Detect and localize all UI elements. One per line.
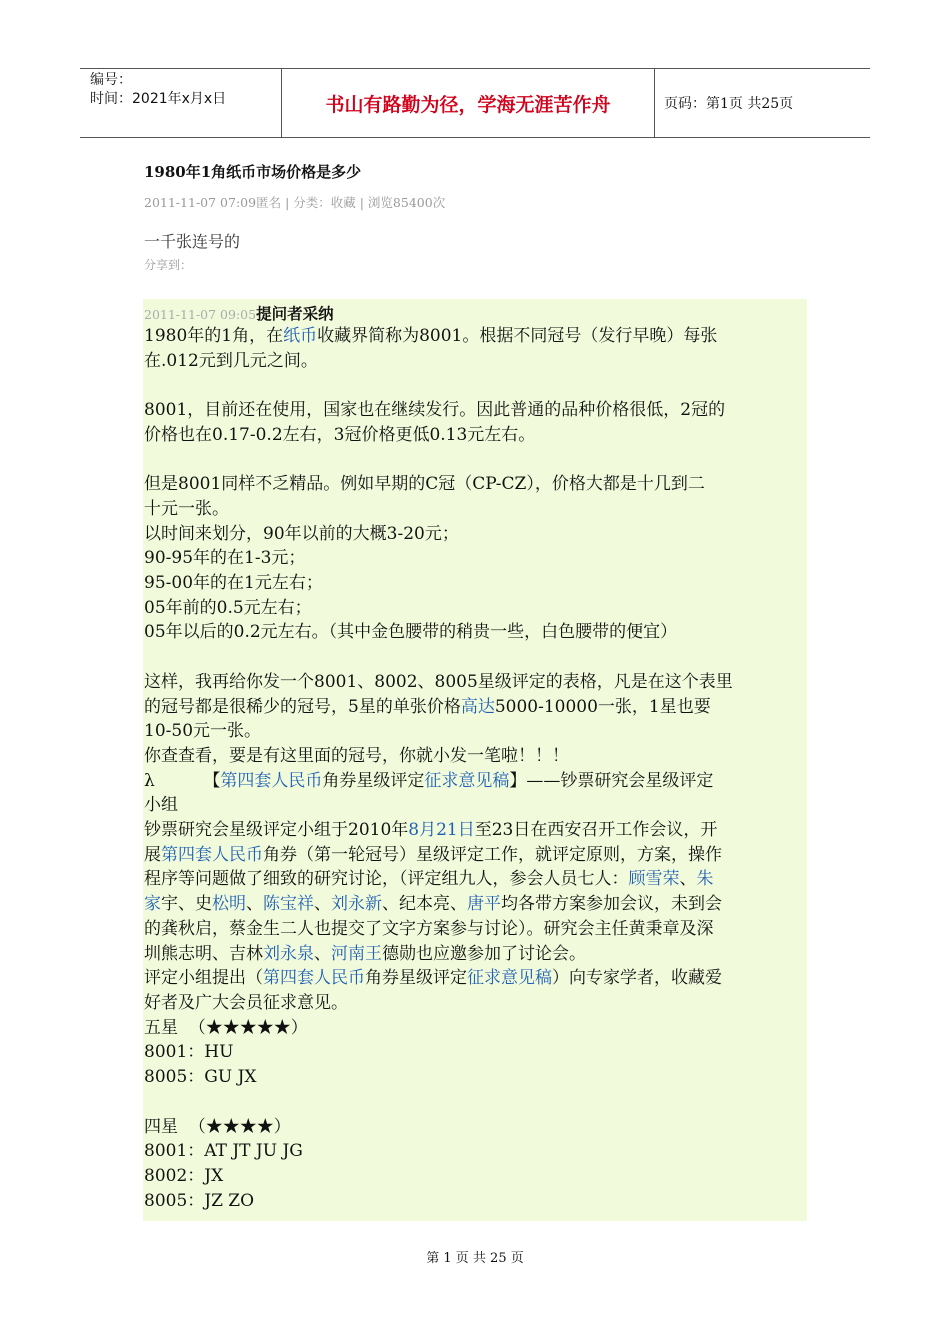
- answer-text: 小组: [144, 795, 178, 816]
- answer-line: [144, 571, 804, 596]
- answer-line: [144, 942, 804, 967]
- keyword-link[interactable]: 第四套人民币: [161, 844, 263, 865]
- answer-text: 角券星级评定: [365, 968, 467, 989]
- answer-line: [144, 966, 804, 991]
- answer-text: 8001：HU: [144, 1042, 234, 1063]
- answer-line: [144, 769, 804, 794]
- answer-line: [144, 917, 804, 942]
- answer-text: 宇、史: [161, 894, 212, 915]
- answer-line: [144, 373, 804, 398]
- page-info: 页码：第1页 共25页: [664, 96, 794, 112]
- keyword-link[interactable]: 河南王: [331, 943, 382, 964]
- answer-text: 10-50元一张。: [144, 721, 262, 742]
- answer-text: λ 【: [144, 770, 221, 791]
- answer-text: 、: [246, 894, 263, 915]
- answer-line: [144, 1040, 804, 1065]
- answer-line: [144, 1189, 804, 1214]
- answer-line: [144, 892, 804, 917]
- answer-text: 钞票研究会星级评定小组于2010年: [144, 820, 409, 841]
- answer-text: 05年以后的0.2元左右。（其中金色腰带的稍贵一些，白色腰带的便宜）: [144, 622, 678, 643]
- answer-line: [144, 324, 804, 349]
- answer-line: [144, 793, 804, 818]
- article-meta: [144, 193, 445, 211]
- answer-text: 展: [144, 844, 161, 865]
- post-date: 2011-11-07 07:09: [144, 195, 257, 210]
- share-label[interactable]: 分享到：: [144, 258, 193, 272]
- answer-text: 8002：JX: [144, 1165, 224, 1186]
- answer-text: 8005：JZ ZO: [144, 1190, 255, 1211]
- keyword-link[interactable]: 顾雪荣: [628, 869, 680, 890]
- best-answer-box: [143, 299, 807, 1221]
- keyword-link[interactable]: 松明: [212, 894, 246, 915]
- answer-text: 90-95年的在1-3元；: [144, 548, 306, 569]
- answer-line: [144, 522, 804, 547]
- answer-text: 8005：GU JX: [144, 1067, 257, 1088]
- answer-text: 】——钞票研究会星级评定: [509, 770, 714, 791]
- question-text: 一千张连号的: [144, 232, 241, 251]
- answer-text: 、: [314, 943, 331, 964]
- keyword-link[interactable]: 高达: [460, 696, 495, 717]
- answer-line: [144, 349, 804, 374]
- answer-line: [144, 546, 804, 571]
- answer-text: 、: [679, 869, 697, 890]
- answer-text: 的龚秋启，蔡金生二人也提交了文字方案参与讨论）。研究会主任黄秉章及深: [144, 918, 714, 939]
- answer-line: [144, 620, 804, 645]
- answer-text: 好者及广大会员征求意见。: [144, 992, 348, 1013]
- keyword-link[interactable]: 朱: [696, 869, 714, 890]
- answer-line: [144, 448, 804, 473]
- answer-line: [144, 719, 804, 744]
- answer-text: 在.012元到几元之间。: [144, 350, 318, 371]
- keyword-link[interactable]: 8月21日: [408, 820, 475, 841]
- answer-text: ）向专家学者，收藏爱: [552, 968, 722, 989]
- answer-text: 的冠号都是很稀少的冠号，5星的单张价格: [144, 696, 461, 717]
- answer-text: 均各带方案参加会议，未到会: [501, 894, 722, 915]
- header-info-cell: [80, 69, 280, 137]
- answer-line: [144, 1090, 804, 1115]
- answer-text: 这样，我再给你发一个8001、8002、8005星级评定的表格，凡是在这个表里: [144, 671, 733, 692]
- author-name[interactable]: 匿名: [256, 195, 282, 210]
- keyword-link[interactable]: 第四套人民币: [220, 770, 323, 791]
- answer-text: 角券（第一轮冠号）星级评定工作，就评定原则，方案，操作: [263, 844, 722, 865]
- answer-line: [144, 472, 804, 497]
- answer-line: [144, 867, 804, 892]
- answer-line: [144, 1016, 804, 1041]
- answer-line: [144, 843, 804, 868]
- page-footer: 第 1 页 共 25 页: [426, 1251, 524, 1266]
- answer-text: 、: [314, 894, 331, 915]
- answer-line: [144, 670, 804, 695]
- document-header: [80, 68, 870, 138]
- answer-text: 1980年的1角，在: [144, 326, 284, 346]
- article-title: 1980年1角纸币市场价格是多少: [144, 163, 362, 181]
- keyword-link[interactable]: 第四套人民币: [263, 968, 365, 989]
- answer-text: 05年前的0.5元左右；: [144, 597, 312, 618]
- answer-text: [144, 375, 149, 395]
- answer-text: 德勋也应邀参加了讨论会。: [382, 943, 586, 964]
- answer-text: 8001，目前还在使用，国家也在继续发行。因此普通的品种价格很低，2冠的: [144, 400, 726, 421]
- header-page-cell: [654, 69, 870, 137]
- answer-text: 你查查看，要是有这里面的冠号，你就小发一笔啦！！！: [144, 745, 569, 766]
- answer-line: [144, 497, 804, 522]
- answer-text: 收藏界简称为8001。根据不同冠号（发行早晚）每张: [317, 326, 718, 346]
- answer-text: [144, 450, 149, 470]
- view-count: | 浏览85400次: [359, 195, 446, 210]
- answer-line: [144, 695, 804, 720]
- answer-line: [144, 991, 804, 1016]
- answer-time: 2011-11-07 09:05: [144, 307, 257, 322]
- answer-text: 四星 （★★★★）: [144, 1116, 291, 1137]
- motto-text: 书山有路勤为径，学海无涯苦作舟: [325, 93, 611, 116]
- answer-line: [144, 1164, 804, 1189]
- time-label: 时间：2021年x月x日: [90, 91, 227, 107]
- keyword-link[interactable]: 刘永新: [331, 894, 382, 915]
- keyword-link[interactable]: 唐平: [467, 894, 501, 915]
- answer-text: 程序等问题做了细致的研究讨论，（评定组九人，参会人员七人：: [144, 869, 629, 890]
- keyword-link[interactable]: 纸币: [283, 326, 318, 346]
- answer-text: 但是8001同样不乏精品。例如早期的C冠（CP-CZ），价格大都是十几到二: [144, 474, 705, 495]
- answer-text: [144, 647, 149, 667]
- answer-text: [144, 1092, 149, 1112]
- answer-text: 圳熊志明、吉林: [144, 943, 263, 964]
- number-label: 编号：: [90, 72, 132, 88]
- answer-text: 、纪本亮、: [382, 894, 467, 915]
- answer-text: 价格也在0.17-0.2左右，3冠价格更低0.13元左右。: [144, 424, 536, 445]
- answer-line: [144, 596, 804, 621]
- accepted-badge: 提问者采纳: [256, 304, 334, 323]
- category-label[interactable]: | 分类：收藏: [285, 195, 356, 210]
- answer-line: [144, 1065, 804, 1090]
- header-motto-cell: [281, 69, 655, 137]
- answer-text: 至23日在西安召开工作会议，开: [474, 820, 718, 841]
- answer-text: 评定小组提出（: [144, 968, 263, 989]
- answer-text: 95-00年的在1元左右；: [144, 573, 323, 594]
- answer-line: [144, 744, 804, 769]
- answer-text: 5000-10000一张，1星也要: [494, 696, 711, 717]
- answer-line: [144, 423, 804, 448]
- answer-line: [144, 818, 804, 843]
- answer-text: 五星 （★★★★★）: [144, 1017, 308, 1038]
- answer-header: [144, 302, 334, 324]
- answer-text: 8001：AT JT JU JG: [144, 1141, 303, 1162]
- answer-line: [144, 398, 804, 423]
- answer-text: 以时间来划分，90年以前的大概3-20元；: [144, 523, 459, 544]
- keyword-link[interactable]: 刘永泉: [263, 943, 314, 964]
- answer-line: [144, 1115, 804, 1140]
- keyword-link[interactable]: 征求意见稿: [467, 968, 552, 989]
- keyword-link[interactable]: 征求意见稿: [424, 770, 510, 791]
- answer-text: 十元一张。: [144, 498, 229, 519]
- answer-text: 角券星级评定: [322, 770, 425, 791]
- answer-line: [144, 645, 804, 670]
- keyword-link[interactable]: 家: [144, 894, 161, 915]
- answer-line: [144, 1139, 804, 1164]
- answer-body: [144, 324, 804, 1213]
- keyword-link[interactable]: 陈宝祥: [263, 894, 314, 915]
